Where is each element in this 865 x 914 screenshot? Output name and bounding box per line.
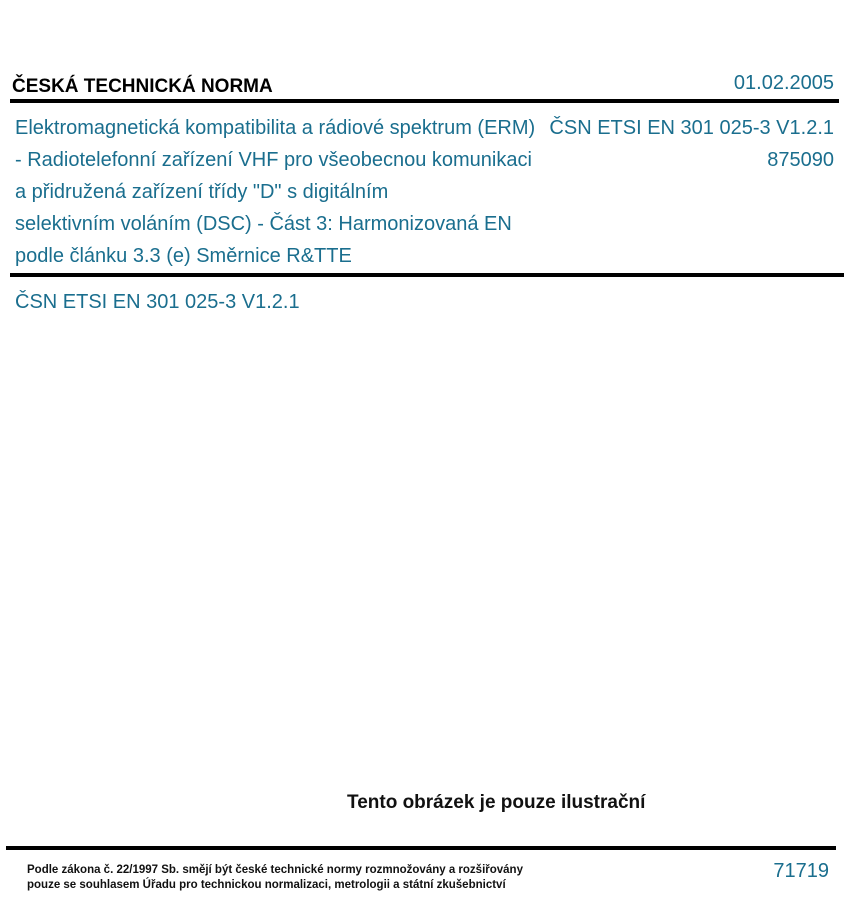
legal-notice-line-1: Podle zákona č. 22/1997 Sb. smějí být české technické normy rozmnožovány a rozšiřovány [27, 864, 523, 876]
standard-title-line-2: - Radiotelefonní zařízení VHF pro všeobecnou komunikaci [15, 149, 532, 171]
document-number: 71719 [773, 860, 829, 882]
standard-title-line-5: podle článku 3.3 (e) Směrnice R&TTE [15, 245, 352, 267]
legal-notice-line-2: pouze se souhlasem Úřadu pro technickou normalizaci, metrologii a státní zkušebnictví [27, 879, 506, 891]
middle-divider [10, 273, 844, 277]
publication-date: 01.02.2005 [733, 72, 834, 94]
standard-title-line-4: selektivním voláním (DSC) - Část 3: Harmonizovaná EN [15, 213, 512, 235]
standard-code: ČSN ETSI EN 301 025-3 V1.2.1 [549, 117, 834, 139]
standard-title-line-1: Elektromagnetická kompatibilita a rádiové spektrum (ERM) [15, 117, 536, 139]
top-divider [10, 99, 839, 103]
legal-notice [27, 863, 523, 893]
bottom-divider [6, 846, 836, 850]
document-type-heading: ČESKÁ TECHNICKÁ NORMA [12, 76, 273, 97]
standard-identifier: ČSN ETSI EN 301 025-3 V1.2.1 [15, 291, 300, 313]
standard-title-line-3: a přidružená zařízení třídy "D" s digitálním [15, 181, 389, 203]
illustration-notice: Tento obrázek je pouze ilustrační [347, 792, 646, 813]
classification-number: 875090 [767, 149, 834, 171]
